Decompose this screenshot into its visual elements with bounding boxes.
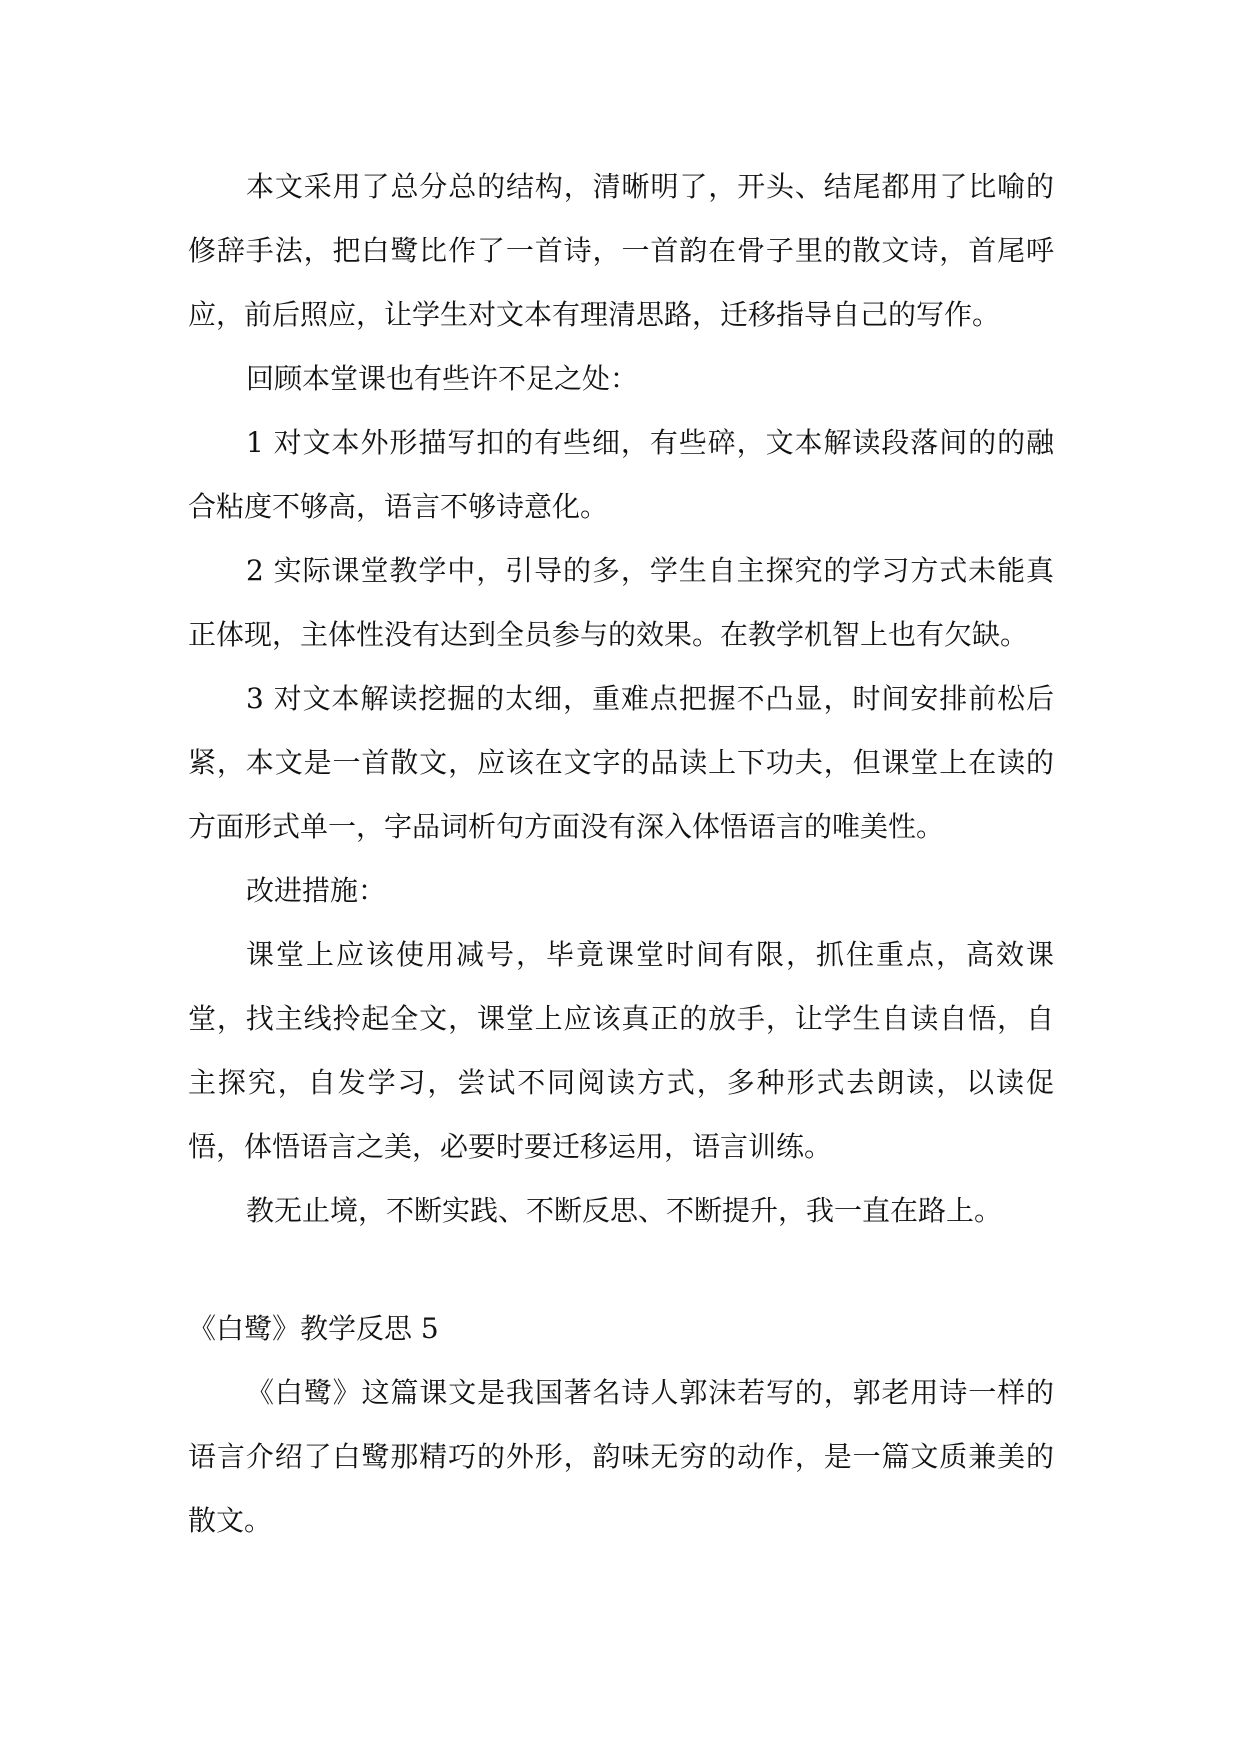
paragraph-shortcoming-3: 3 对文本解读挖掘的太细，重难点把握不凸显，时间安排前松后紧，本文是一首散文，应该在文字的品读上下功夫，但课堂上在读的方面形式单一，字品词析句方面没有深入体悟语言的唯美性。 — [188, 682, 1054, 843]
paragraph-closing: 教无止境，不断实践、不断反思、不断提升，我一直在路上。 — [246, 1194, 1003, 1227]
paragraph-structure: 本文采用了总分总的结构，清晰明了，开头、结尾都用了比喻的修辞手法，把白鹭比作了一首诗，一首韵在骨子里的散文诗，首尾呼应，前后照应，让学生对文本有理清思路，迁移指导自己的写作。 — [188, 170, 1054, 331]
paragraph-review-intro: 回顾本堂课也有些许不足之处： — [246, 362, 639, 395]
paragraph-improvement-detail: 课堂上应该使用减号，毕竟课堂时间有限，抓住重点，高效课堂，找主线拎起全文，课堂上应该真正的放手，让学生自读自悟，自主探究，自发学习，尝试不同阅读方式，多种形式去朗读，以读促悟，体悟语言之美，必要时要迁移运用，语言训练。 — [188, 938, 1054, 1163]
paragraph-shortcoming-1: 1 对文本外形描写扣的有些细，有些碎，文本解读段落间的的融合粘度不够高，语言不够诗意化。 — [188, 426, 1054, 523]
paragraph-intro-egret: 《白鹭》这篇课文是我国著名诗人郭沫若写的，郭老用诗一样的语言介绍了白鹭那精巧的外形，韵味无穷的动作，是一篇文质兼美的散文。 — [188, 1376, 1054, 1537]
paragraph-improvement-label: 改进措施： — [246, 874, 387, 907]
document-page — [188, 155, 1054, 1553]
section-heading: 《白鹭》教学反思 5 — [188, 1312, 439, 1345]
paragraph-shortcoming-2: 2 实际课堂教学中，引导的多，学生自主探究的学习方式未能真正体现，主体性没有达到全员参与的效果。在教学机智上也有欠缺。 — [188, 554, 1054, 651]
